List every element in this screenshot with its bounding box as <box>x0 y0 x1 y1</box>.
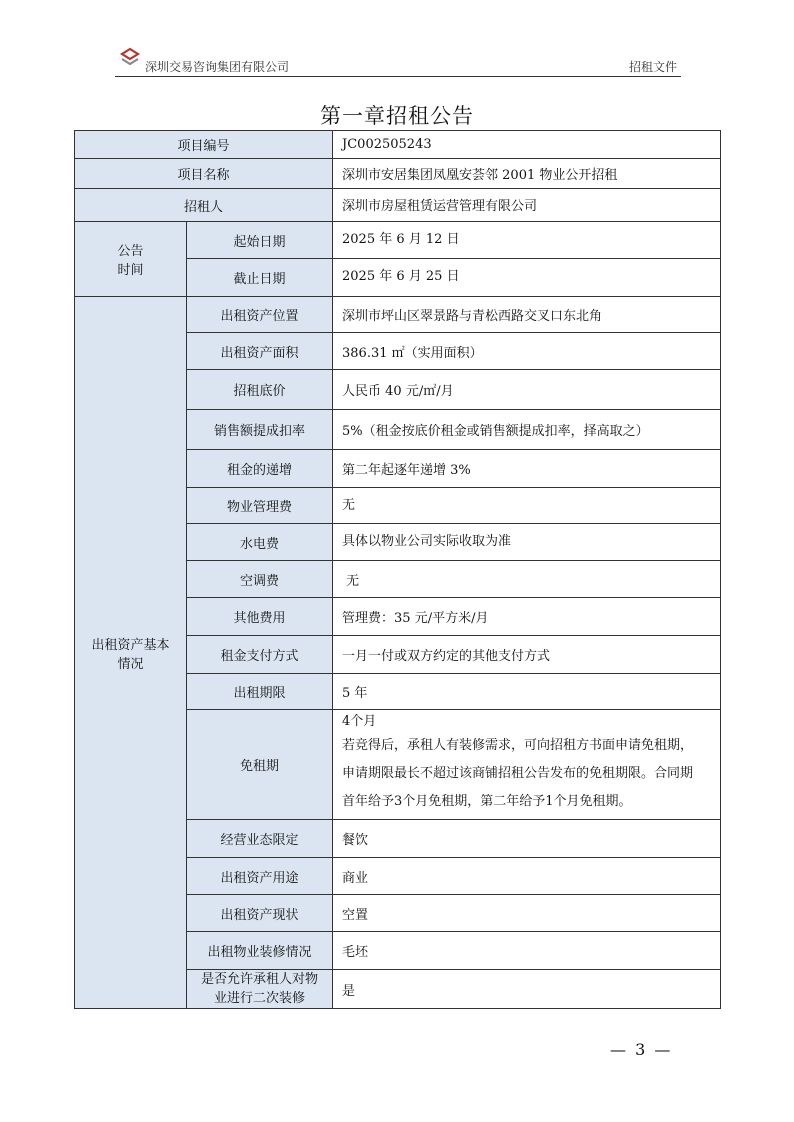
rent-free-line: 首年给予3个月免租期，第二年给予1个月免租期。 <box>342 794 632 809</box>
table-row <box>75 189 721 222</box>
lessor-value: 深圳市房屋租赁运营管理有限公司 <box>333 189 721 222</box>
status-value: 空置 <box>333 895 721 932</box>
ac-fee-label: 空调费 <box>187 561 333 598</box>
status-label: 出租资产现状 <box>187 895 333 932</box>
table-row <box>75 131 721 159</box>
lessor-label: 招租人 <box>75 189 333 222</box>
page-number: — 3 — <box>610 1040 673 1059</box>
rent-increase-value: 第二年起逐年递增 3% <box>333 450 721 488</box>
secondary-decoration-label-line1: 是否允许承租人对物 <box>201 972 319 987</box>
other-fees-value: 管理费：35 元/平方米/月 <box>333 598 721 636</box>
table-row <box>75 222 721 259</box>
utilities-value: 具体以物业公司实际收取为准 <box>333 524 721 561</box>
table-row <box>75 159 721 189</box>
company-logo-icon <box>119 46 141 68</box>
ac-fee-value: 无 <box>333 561 721 598</box>
rent-free-line: 申请期限最长不超过该商铺招租公告发布的免租期限。合同期 <box>342 766 694 781</box>
commission-value: 5%（租金按底价租金或销售额提成扣率，择高取之） <box>333 410 721 450</box>
secondary-decoration-value: 是 <box>333 970 721 1009</box>
project-name-value: 深圳市安居集团凤凰安荟邻 2001 物业公开招租 <box>333 159 721 189</box>
page-header <box>115 44 681 77</box>
chapter-title: 第一章招租公告 <box>320 104 474 128</box>
base-price-value: 人民币 40 元/㎡/月 <box>333 370 721 410</box>
notice-period-label-line1: 公告 <box>117 244 144 259</box>
term-label: 出租期限 <box>187 674 333 710</box>
payment-label: 租金支付方式 <box>187 636 333 674</box>
business-type-label: 经营业态限定 <box>187 820 333 858</box>
location-label: 出租资产位置 <box>187 297 333 333</box>
base-price-label: 招租底价 <box>187 370 333 410</box>
basic-info-label <box>75 297 187 1009</box>
document-type: 招租文件 <box>628 60 677 74</box>
rent-free-line: 若竞得后，承租人有装修需求，可向招租方书面申请免租期， <box>342 738 694 753</box>
mgmt-fee-label: 物业管理费 <box>187 488 333 524</box>
secondary-decoration-label <box>187 970 333 1009</box>
decoration-label: 出租物业装修情况 <box>187 932 333 970</box>
tender-notice-table <box>74 130 721 1009</box>
payment-value: 一月一付或双方约定的其他支付方式 <box>333 636 721 674</box>
secondary-decoration-label-line2: 业进行二次装修 <box>214 991 306 1006</box>
commission-label: 销售额提成扣率 <box>187 410 333 450</box>
basic-info-label-line1: 出租资产基本 <box>91 637 170 653</box>
start-date-value: 2025 年 6 月 12 日 <box>333 222 721 259</box>
usage-value: 商业 <box>333 858 721 895</box>
other-fees-label: 其他费用 <box>187 598 333 636</box>
location-value: 深圳市坪山区翠景路与青松西路交叉口东北角 <box>333 297 721 333</box>
mgmt-fee-value: 无 <box>333 488 721 524</box>
project-no-label: 项目编号 <box>75 131 333 159</box>
end-date-value: 2025 年 6 月 25 日 <box>333 259 721 297</box>
start-date-label: 起始日期 <box>187 222 333 259</box>
project-no-value: JC002505243 <box>333 131 721 159</box>
usage-label: 出租资产用途 <box>187 858 333 895</box>
decoration-value: 毛坯 <box>333 932 721 970</box>
area-value: 386.31 ㎡（实用面积） <box>333 333 721 370</box>
rent-free-value <box>333 710 721 820</box>
utilities-label: 水电费 <box>187 524 333 561</box>
basic-info-label-line2: 情况 <box>117 656 144 672</box>
term-value: 5 年 <box>333 674 721 710</box>
business-type-value: 餐饮 <box>333 820 721 858</box>
notice-period-label <box>75 222 187 297</box>
area-label: 出租资产面积 <box>187 333 333 370</box>
project-name-label: 项目名称 <box>75 159 333 189</box>
company-name: 深圳交易咨询集团有限公司 <box>145 60 290 74</box>
end-date-label: 截止日期 <box>187 259 333 297</box>
table-row <box>75 297 721 333</box>
rent-free-label: 免租期 <box>187 710 333 820</box>
notice-period-label-line2: 时间 <box>117 263 144 278</box>
rent-free-line: 4个月 <box>342 714 377 729</box>
rent-increase-label: 租金的递增 <box>187 450 333 488</box>
